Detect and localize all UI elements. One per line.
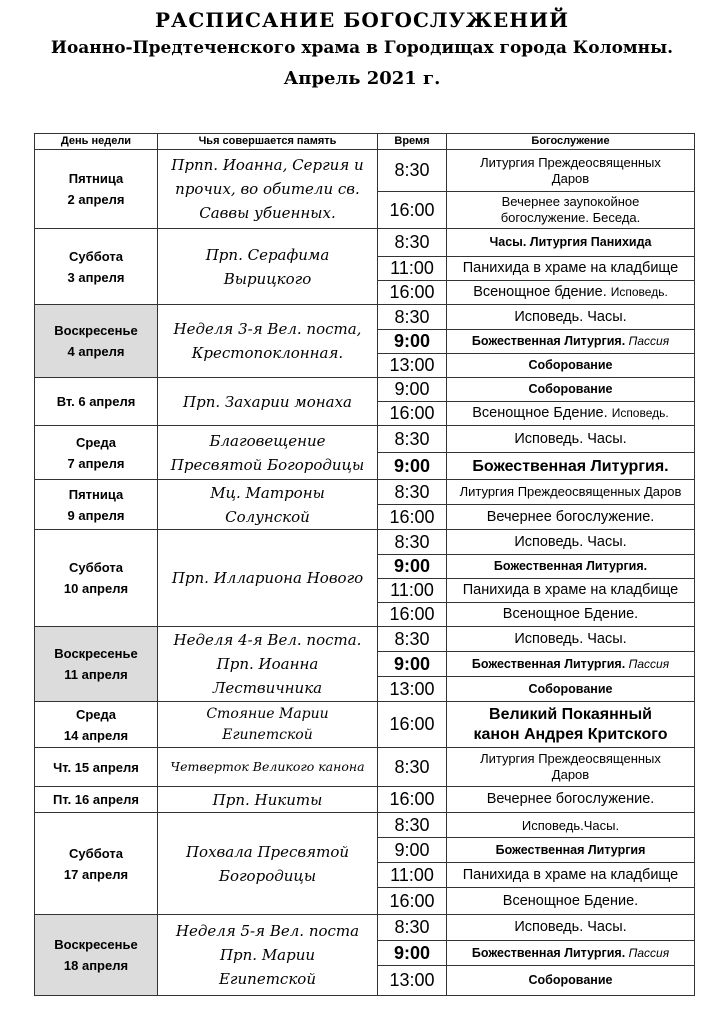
- time-cell: 16:00: [378, 281, 447, 305]
- time-cell: 8:30: [378, 229, 447, 257]
- table-row: [35, 915, 695, 941]
- time-cell: 9:00: [378, 453, 447, 480]
- memory-cell: Неделя 4-я Вел. поста. Прп. Иоанна Лествичника: [158, 627, 378, 702]
- service-cell: Соборование: [447, 354, 695, 378]
- service-cell: Всенощное Бдение.: [447, 888, 695, 915]
- time-cell: 9:00: [378, 378, 447, 402]
- service-cell: Литургия Преждеосвященных Даров: [447, 748, 695, 787]
- col-header-time: Время: [378, 134, 447, 150]
- time-cell: 9:00: [378, 652, 447, 677]
- table-row: [35, 229, 695, 257]
- service-cell: Божественная Литургия: [447, 838, 695, 863]
- service-cell: Божественная Литургия. Пассия: [447, 330, 695, 354]
- service-cell: Божественная Литургия.: [447, 453, 695, 480]
- service-cell: Панихида в храме на кладбище: [447, 579, 695, 603]
- service-cell: Соборование: [447, 677, 695, 702]
- time-cell: 8:30: [378, 530, 447, 555]
- service-cell: Соборование: [447, 378, 695, 402]
- day-cell: Воскресенье 4 апреля: [35, 305, 158, 378]
- time-cell: 9:00: [378, 330, 447, 354]
- day-cell: Среда 7 апреля: [35, 426, 158, 480]
- service-cell: Божественная Литургия.: [447, 555, 695, 579]
- time-cell: 8:30: [378, 813, 447, 838]
- time-cell: 13:00: [378, 966, 447, 996]
- service-cell: Часы. Литургия Панихида: [447, 229, 695, 257]
- service-cell: Божественная Литургия. Пассия: [447, 941, 695, 966]
- time-cell: 11:00: [378, 863, 447, 888]
- memory-cell: Прп. Серафима Вырицкого: [158, 229, 378, 305]
- memory-cell: Прп. Иллариона Нового: [158, 530, 378, 627]
- service-cell: Вечернее богослужение.: [447, 505, 695, 530]
- memory-cell: Мц. Матроны Солунской: [158, 480, 378, 530]
- table-row: [35, 305, 695, 330]
- time-cell: 16:00: [378, 402, 447, 426]
- time-cell: 9:00: [378, 838, 447, 863]
- service-cell: Всенощное Бдение.: [447, 603, 695, 627]
- memory-cell: Прпп. Иоанна, Сергия и прочих, во обители св. Саввы убиенных.: [158, 150, 378, 229]
- time-cell: 8:30: [378, 915, 447, 941]
- service-cell: Литургия Преждеосвященных Даров: [447, 150, 695, 192]
- service-cell: Соборование: [447, 966, 695, 996]
- memory-cell: Прп. Захарии монаха: [158, 378, 378, 426]
- time-cell: 16:00: [378, 603, 447, 627]
- page-title: РАСПИСАНИЕ БОГОСЛУЖЕНИЙ: [155, 8, 569, 32]
- service-cell: Божественная Литургия. Пассия: [447, 652, 695, 677]
- time-cell: 8:30: [378, 748, 447, 787]
- day-cell: Суббота 10 апреля: [35, 530, 158, 627]
- service-cell: Исповедь. Часы.: [447, 530, 695, 555]
- table-row: [35, 627, 695, 652]
- col-header-day: День недели: [35, 134, 158, 150]
- table-row: [35, 378, 695, 402]
- time-cell: 8:30: [378, 305, 447, 330]
- service-cell: Исповедь. Часы.: [447, 915, 695, 941]
- table-row: [35, 480, 695, 505]
- table-row: [35, 813, 695, 838]
- memory-cell: Похвала Пресвятой Богородицы: [158, 813, 378, 915]
- schedule-table: [34, 133, 695, 996]
- day-cell: Пятница 9 апреля: [35, 480, 158, 530]
- day-cell: Суббота 17 апреля: [35, 813, 158, 915]
- service-cell: Исповедь. Часы.: [447, 426, 695, 453]
- table-row: [35, 748, 695, 787]
- time-cell: 16:00: [378, 192, 447, 229]
- time-cell: 16:00: [378, 787, 447, 813]
- day-cell: Вт. 6 апреля: [35, 378, 158, 426]
- time-cell: 9:00: [378, 555, 447, 579]
- service-cell: Всенощное Бдение. Исповедь.: [447, 402, 695, 426]
- service-cell: Панихида в храме на кладбище: [447, 257, 695, 281]
- col-header-service: Богослужение: [447, 134, 695, 150]
- service-cell: Исповедь. Часы.: [447, 627, 695, 652]
- memory-cell: Стояние Марии Египетской: [158, 702, 378, 748]
- time-cell: 8:30: [378, 150, 447, 192]
- service-cell: Всенощное бдение. Исповедь.: [447, 281, 695, 305]
- time-cell: 16:00: [378, 505, 447, 530]
- time-cell: 13:00: [378, 354, 447, 378]
- table-row: [35, 702, 695, 748]
- time-cell: 11:00: [378, 257, 447, 281]
- time-cell: 8:30: [378, 480, 447, 505]
- memory-cell: Благовещение Пресвятой Богородицы: [158, 426, 378, 480]
- day-cell: Пт. 16 апреля: [35, 787, 158, 813]
- time-cell: 16:00: [378, 702, 447, 748]
- day-cell: Чт. 15 апреля: [35, 748, 158, 787]
- day-cell: Среда 14 апреля: [35, 702, 158, 748]
- table-header-row: [35, 134, 695, 150]
- service-cell: Великий Покаянный канон Андрея Критского: [447, 702, 695, 748]
- memory-cell: Неделя 5-я Вел. поста Прп. Марии Египетской: [158, 915, 378, 996]
- time-cell: 13:00: [378, 677, 447, 702]
- service-cell: Панихида в храме на кладбище: [447, 863, 695, 888]
- table-row: [35, 787, 695, 813]
- time-cell: 9:00: [378, 941, 447, 966]
- church-name: Иоанно-Предтеченского храма в Городищах города Коломны.: [50, 38, 674, 58]
- memory-cell: Четверток Великого канона: [158, 748, 378, 787]
- time-cell: 11:00: [378, 579, 447, 603]
- memory-cell: Неделя 3-я Вел. поста, Крестопоклонная.: [158, 305, 378, 378]
- day-cell: Воскресенье 11 апреля: [35, 627, 158, 702]
- time-cell: 8:30: [378, 627, 447, 652]
- table-row: [35, 150, 695, 192]
- memory-cell: Прп. Никиты: [158, 787, 378, 813]
- service-cell: Вечернее заупокойное богослужение. Беседа.: [447, 192, 695, 229]
- service-cell: Литургия Преждеосвященных Даров: [447, 480, 695, 505]
- month-label: Апрель 2021 г.: [283, 68, 441, 89]
- time-cell: 8:30: [378, 426, 447, 453]
- day-cell: Суббота 3 апреля: [35, 229, 158, 305]
- service-cell: Исповедь.Часы.: [447, 813, 695, 838]
- service-cell: Вечернее богослужение.: [447, 787, 695, 813]
- table-row: [35, 530, 695, 555]
- time-cell: 16:00: [378, 888, 447, 915]
- day-cell: Пятница 2 апреля: [35, 150, 158, 229]
- day-cell: Воскресенье 18 апреля: [35, 915, 158, 996]
- service-cell: Исповедь. Часы.: [447, 305, 695, 330]
- table-row: [35, 426, 695, 453]
- col-header-memory: Чья совершается память: [158, 134, 378, 150]
